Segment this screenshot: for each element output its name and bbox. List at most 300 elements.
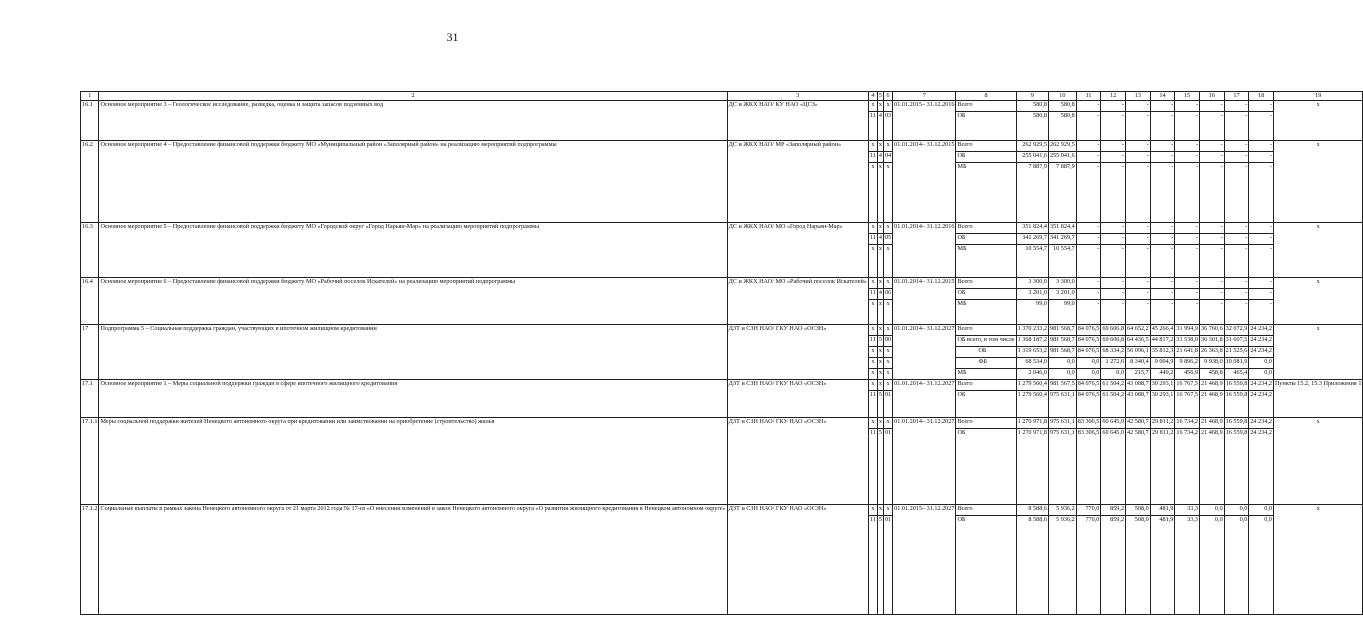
code-c5: 4 (877, 152, 883, 163)
value-cell: 3 300,0 (1048, 278, 1076, 289)
value-cell: 981 567,5 (1048, 380, 1076, 391)
code-c4: 11 (868, 336, 877, 347)
row-responsible: ДЗТ и СЗН НАО/ ГКУ НАО «ОСЗН» (727, 418, 868, 505)
value-cell: 69 606,8 (1101, 325, 1126, 336)
value-cell: 21 641,8 (1175, 347, 1200, 358)
value-cell: 351 824,4 (1016, 223, 1048, 234)
value-cell: - (1200, 152, 1225, 163)
value-cell: - (1200, 245, 1225, 278)
value-cell: - (1101, 278, 1126, 289)
code-c6: х (883, 505, 892, 516)
value-cell: 16 767,5 (1175, 391, 1200, 418)
header-row (81, 92, 1363, 101)
value-cell: 9 896,2 (1175, 358, 1200, 369)
value-cell: 44 817,2 (1150, 336, 1175, 347)
code-c4: х (868, 369, 877, 380)
value-cell: 10 081,9 (1224, 358, 1249, 369)
code-c6: х (883, 369, 892, 380)
value-cell: 262 929,5 (1048, 141, 1076, 152)
value-cell: 1 279 560,4 (1016, 380, 1048, 391)
value-cell: 16 559,8 (1224, 380, 1249, 391)
code-c6: х (883, 223, 892, 234)
value-cell: 16 734,2 (1175, 418, 1200, 429)
row-note: х (1273, 141, 1362, 223)
value-cell: 2 046,0 (1016, 369, 1048, 380)
budget-table (80, 91, 1363, 615)
value-cell: - (1249, 234, 1274, 245)
value-cell: 33,3 (1175, 516, 1200, 615)
value-cell: - (1175, 234, 1200, 245)
value-cell: 3 201,0 (1016, 289, 1048, 300)
value-cell: 24 234,2 (1249, 391, 1274, 418)
funding-source: ОБ (956, 289, 1016, 300)
code-c4: х (868, 223, 877, 234)
column-header-1: 1 (81, 92, 99, 101)
value-cell: 9 004,9 (1150, 358, 1175, 369)
row-number: 17.1.2 (81, 505, 99, 615)
value-cell: - (1200, 163, 1225, 223)
value-cell: 508,0 (1126, 516, 1151, 615)
value-cell: 0,0 (1076, 358, 1101, 369)
value-cell: - (1076, 101, 1101, 112)
row-responsible: ДС и ЖКХ НАО/ МО «Город Нарьян-Мар» (727, 223, 868, 278)
value-cell: - (1076, 163, 1101, 223)
value-cell: - (1101, 234, 1126, 245)
code-c6: 04 (883, 152, 892, 163)
code-c4: 11 (868, 429, 877, 505)
column-header-5: 5 (878, 92, 882, 99)
code-c5: х (877, 141, 883, 152)
value-cell: - (1101, 163, 1126, 223)
code-c5: 5 (877, 429, 883, 505)
value-cell: - (1101, 300, 1126, 325)
value-cell: 580,8 (1016, 101, 1048, 112)
value-cell: 481,9 (1150, 516, 1175, 615)
value-cell: 1 319 653,2 (1016, 347, 1048, 358)
value-cell: - (1150, 245, 1175, 278)
code-c6: х (883, 418, 892, 429)
value-cell: 61 504,2 (1101, 380, 1126, 391)
funding-source: ОБ (956, 391, 1016, 418)
value-cell: - (1076, 141, 1101, 152)
value-cell: - (1224, 112, 1249, 141)
value-cell: 56 096,1 (1126, 347, 1151, 358)
value-cell: - (1175, 152, 1200, 163)
value-cell: 3 300,0 (1016, 278, 1048, 289)
value-cell: 975 631,1 (1048, 391, 1076, 418)
value-cell: 64 652,2 (1126, 325, 1151, 336)
funding-source: ОБ (956, 516, 1016, 615)
value-cell: - (1150, 141, 1175, 152)
row-responsible: ДС и ЖКХ НАО/ МО «Рабочий поселок Искателей» (727, 278, 868, 325)
funding-source: Всего (956, 101, 1016, 112)
row-responsible: ДС и ЖКХ НАО/ КУ НАО «ЦСЗ» (727, 101, 868, 141)
value-cell: - (1126, 141, 1151, 152)
code-c4: х (868, 418, 877, 429)
value-cell: - (1150, 112, 1175, 141)
funding-source: МБ (956, 300, 1016, 325)
value-cell: - (1224, 223, 1249, 234)
funding-source: Всего (956, 141, 1016, 152)
value-cell: 0,0 (1101, 369, 1126, 380)
value-cell: - (1126, 101, 1151, 112)
value-cell: 770,0 (1076, 505, 1101, 516)
value-cell: 30 293,1 (1150, 380, 1175, 391)
value-cell: 8 588,6 (1016, 516, 1048, 615)
table-row (81, 278, 1363, 289)
row-number: 16.4 (81, 278, 99, 325)
row-note: х (1273, 325, 1362, 380)
value-cell: 456,9 (1175, 369, 1200, 380)
row-note: Пункты 15.2, 15.3 Приложения 1 (1273, 380, 1362, 418)
value-cell: 0,0 (1200, 516, 1225, 615)
value-cell: 68 534,0 (1016, 358, 1048, 369)
value-cell: - (1150, 234, 1175, 245)
value-cell: - (1076, 300, 1101, 325)
code-c4: х (868, 278, 877, 289)
funding-source: МБ (956, 245, 1016, 278)
value-cell: 60 645,0 (1101, 429, 1126, 505)
row-responsible: ДЗТ и СЗН НАО/ ГКУ НАО «ОСЗН» (727, 505, 868, 615)
table-row (81, 380, 1363, 391)
value-cell: 10 554,7 (1048, 245, 1076, 278)
value-cell: 981 568,7 (1048, 347, 1076, 358)
value-cell: 0,0 (1076, 369, 1101, 380)
row-name: Основное мероприятие 6 – Предоставление финансовой поддержки бюджету МО «Рабочий поселок Искателей» на реализацию мероприятий подпрограммы (99, 278, 727, 325)
value-cell: 1 370 233,2 (1016, 325, 1048, 336)
value-cell: 981 568,7 (1048, 325, 1076, 336)
column-header-17: 17 (1224, 92, 1249, 101)
value-cell: 45 266,4 (1150, 325, 1175, 336)
code-c6: 06 (883, 289, 892, 300)
value-cell: 481,9 (1150, 505, 1175, 516)
value-cell: 99,0 (1048, 300, 1076, 325)
code-c4: 11 (868, 112, 877, 141)
value-cell: - (1076, 245, 1101, 278)
value-cell: 35 812,3 (1150, 347, 1175, 358)
value-cell: - (1224, 278, 1249, 289)
value-cell: - (1200, 223, 1225, 234)
value-cell: 5 936,2 (1048, 505, 1076, 516)
value-cell: 84 076,5 (1076, 347, 1101, 358)
value-cell: 465,4 (1224, 369, 1249, 380)
value-cell: 859,2 (1101, 516, 1126, 615)
value-cell: 0,0 (1249, 516, 1274, 615)
code-c6: 01 (883, 429, 892, 505)
value-cell: 84 076,5 (1076, 391, 1101, 418)
code-c4: х (868, 380, 877, 391)
code-c5: 4 (877, 289, 883, 300)
value-cell: - (1200, 234, 1225, 245)
funding-source: ОБ (956, 152, 1016, 163)
row-period: 01.01.2014– 31.12.2027 (893, 418, 956, 505)
value-cell: 255 041,6 (1016, 152, 1048, 163)
value-cell: 31 994,9 (1175, 325, 1200, 336)
row-period: 01.01.2014– 31.12.2015 (893, 278, 956, 325)
value-cell: - (1150, 163, 1175, 223)
table-row (81, 141, 1363, 152)
code-c5: 4 (877, 112, 883, 141)
value-cell: 7 887,9 (1016, 163, 1048, 223)
code-c6: х (883, 163, 892, 223)
value-cell: 26 363,8 (1200, 347, 1225, 358)
value-cell: - (1175, 223, 1200, 234)
code-c6: 01 (883, 516, 892, 615)
table-row (81, 101, 1363, 112)
value-cell: 341 269,7 (1016, 234, 1048, 245)
column-header-13: 13 (1126, 92, 1151, 101)
table-row (81, 418, 1363, 429)
value-cell: - (1249, 141, 1274, 152)
value-cell: - (1126, 289, 1151, 300)
value-cell: 0,0 (1249, 369, 1274, 380)
value-cell: - (1249, 245, 1274, 278)
value-cell: 770,0 (1076, 516, 1101, 615)
code-c4: х (868, 325, 877, 336)
code-c4: х (868, 505, 877, 516)
value-cell: - (1150, 278, 1175, 289)
value-cell: - (1249, 300, 1274, 325)
value-cell: 21 468,9 (1200, 418, 1225, 429)
value-cell: 21 468,9 (1200, 391, 1225, 418)
value-cell: - (1126, 300, 1151, 325)
value-cell: 68 334,2 (1101, 347, 1126, 358)
value-cell: - (1175, 289, 1200, 300)
value-cell: - (1101, 152, 1126, 163)
row-period: 01.01.2015– 31.12.2027 (893, 505, 956, 615)
value-cell: - (1126, 112, 1151, 141)
value-cell: 16 559,8 (1224, 391, 1249, 418)
row-note: х (1273, 505, 1362, 615)
code-c5: 5 (877, 336, 883, 347)
funding-source: Всего (956, 380, 1016, 391)
funding-source: Всего (956, 418, 1016, 429)
value-cell: 449,2 (1150, 369, 1175, 380)
code-c5: х (877, 380, 883, 391)
value-cell: 29 811,2 (1150, 429, 1175, 505)
value-cell: 43 088,7 (1126, 380, 1151, 391)
row-number: 16.2 (81, 141, 99, 223)
code-c5: х (877, 300, 883, 325)
value-cell: 24 234,2 (1249, 429, 1274, 505)
row-name: Основное мероприятие 5 – Предоставление финансовой поддержки бюджету МО «Городской округ «Город Нарьян-Мар» на реализацию мероприятий подпрограммы (99, 223, 727, 278)
value-cell: - (1175, 163, 1200, 223)
code-c6: х (883, 325, 892, 336)
value-cell: - (1175, 112, 1200, 141)
funding-source: МБ (956, 369, 1016, 380)
value-cell: - (1126, 163, 1151, 223)
code-c4: 11 (868, 289, 877, 300)
value-cell: 24 234,2 (1249, 347, 1274, 358)
value-cell: 31 607,5 (1224, 336, 1249, 347)
value-cell: 29 811,2 (1150, 418, 1175, 429)
value-cell: 0,0 (1200, 505, 1225, 516)
value-cell: 215,7 (1126, 369, 1151, 380)
row-number: 17.1 (81, 380, 99, 418)
value-cell: - (1150, 289, 1175, 300)
value-cell: 975 631,1 (1048, 429, 1076, 505)
row-period: 01.01.2014– 31.12.2016 (893, 223, 956, 278)
code-c5: 4 (877, 234, 883, 245)
code-c5: х (877, 163, 883, 223)
row-number: 17.1.1 (81, 418, 99, 505)
row-note: х (1273, 223, 1362, 278)
code-c5: х (877, 325, 883, 336)
row-number: 16.1 (81, 101, 99, 141)
column-header-18: 18 (1249, 92, 1274, 101)
code-c6: 01 (883, 391, 892, 418)
value-cell: 60 645,0 (1101, 418, 1126, 429)
funding-source: МБ (956, 163, 1016, 223)
value-cell: 458,8 (1200, 369, 1225, 380)
funding-source: ОБ (956, 429, 1016, 505)
value-cell: 981 568,7 (1048, 336, 1076, 347)
code-c4: х (868, 347, 877, 358)
code-c5: х (877, 245, 883, 278)
value-cell: - (1076, 234, 1101, 245)
column-header-14: 14 (1150, 92, 1175, 101)
column-header-10: 10 (1048, 92, 1076, 101)
code-c4: х (868, 141, 877, 152)
value-cell: 36 760,6 (1200, 325, 1225, 336)
value-cell: 5 936,2 (1048, 516, 1076, 615)
code-c4: 11 (868, 391, 877, 418)
code-c4: х (868, 358, 877, 369)
value-cell: 0,0 (1048, 369, 1076, 380)
value-cell: - (1126, 152, 1151, 163)
value-cell: 32 072,9 (1224, 325, 1249, 336)
column-header-11: 11 (1076, 92, 1101, 101)
value-cell: 43 088,7 (1126, 391, 1151, 418)
code-c6: х (883, 380, 892, 391)
row-note: х (1273, 101, 1362, 141)
value-cell: 16 767,5 (1175, 380, 1200, 391)
value-cell: - (1101, 101, 1126, 112)
value-cell: - (1076, 112, 1101, 141)
value-cell: 69 606,8 (1101, 336, 1126, 347)
value-cell: - (1200, 278, 1225, 289)
column-header-2: 2 (99, 92, 727, 101)
value-cell: 24 234,2 (1249, 418, 1274, 429)
value-cell: 84 076,5 (1076, 336, 1101, 347)
row-name: Основное мероприятие 3 – Геологическое исследование, разведка, оценка и защита запасов подземных вод (99, 101, 727, 141)
code-c4: х (868, 245, 877, 278)
value-cell: 33,3 (1175, 505, 1200, 516)
value-cell: - (1175, 278, 1200, 289)
row-note: х (1273, 418, 1362, 505)
table-row (81, 325, 1363, 336)
funding-source: Всего (956, 223, 1016, 234)
code-c5: 5 (877, 391, 883, 418)
column-header-16: 16 (1200, 92, 1225, 101)
value-cell: - (1076, 152, 1101, 163)
column-header-7: 7 (893, 92, 956, 101)
code-c4: 11 (868, 152, 877, 163)
column-header-12: 12 (1101, 92, 1126, 101)
code-c6: х (883, 300, 892, 325)
code-c5: х (877, 418, 883, 429)
value-cell: - (1249, 163, 1274, 223)
value-cell: - (1076, 223, 1101, 234)
value-cell: 36 301,8 (1200, 336, 1225, 347)
value-cell: 16 559,8 (1224, 429, 1249, 505)
table-row (81, 223, 1363, 234)
value-cell: - (1224, 300, 1249, 325)
value-cell: 1 270 971,8 (1016, 429, 1048, 505)
value-cell: - (1101, 289, 1126, 300)
value-cell: - (1076, 289, 1101, 300)
value-cell: - (1126, 223, 1151, 234)
row-name: Основное мероприятие 4 – Предоставление финансовой поддержки бюджету МО «Муниципальный район «Заполярный район» на реализацию мероприятий подпрограммы (99, 141, 727, 223)
funding-source: Всего (956, 505, 1016, 516)
code-c6: 00 (883, 336, 892, 347)
value-cell: 42 580,7 (1126, 418, 1151, 429)
value-cell: - (1249, 289, 1274, 300)
column-header-3: 3 (727, 92, 868, 101)
value-cell: - (1224, 289, 1249, 300)
funding-source: Всего (956, 325, 1016, 336)
value-cell: - (1224, 163, 1249, 223)
table-row (81, 505, 1363, 516)
value-cell: 1 272,6 (1101, 358, 1126, 369)
code-c5: х (877, 347, 883, 358)
value-cell: - (1224, 101, 1249, 112)
value-cell: - (1126, 234, 1151, 245)
value-cell: 351 824,4 (1048, 223, 1076, 234)
value-cell: - (1224, 141, 1249, 152)
value-cell: - (1200, 300, 1225, 325)
value-cell: 21 468,9 (1200, 380, 1225, 391)
value-cell: 341 269,7 (1048, 234, 1076, 245)
value-cell: 859,2 (1101, 505, 1126, 516)
row-period: 01.01.2015– 31.12.2016 (893, 101, 956, 141)
value-cell: 580,8 (1048, 101, 1076, 112)
value-cell: - (1200, 289, 1225, 300)
value-cell: - (1175, 101, 1200, 112)
value-cell: 8 340,4 (1126, 358, 1151, 369)
code-c5: 5 (877, 516, 883, 615)
value-cell: - (1126, 278, 1151, 289)
value-cell: 580,8 (1016, 112, 1048, 141)
value-cell: 31 538,0 (1175, 336, 1200, 347)
code-c4: 11 (868, 516, 877, 615)
row-responsible: ДЗТ и СЗН НАО/ ГКУ НАО «ОСЗН» (727, 325, 868, 380)
value-cell: - (1249, 152, 1274, 163)
code-c5: х (877, 358, 883, 369)
value-cell: - (1224, 234, 1249, 245)
code-c6: х (883, 358, 892, 369)
value-cell: - (1101, 141, 1126, 152)
value-cell: 84 076,5 (1076, 325, 1101, 336)
value-cell: 16 559,8 (1224, 418, 1249, 429)
code-c4: 11 (868, 234, 877, 245)
value-cell: 3 201,0 (1048, 289, 1076, 300)
code-c5: х (877, 101, 883, 112)
row-name: Основное мероприятие 1 – Меры социальной поддержки граждан в сфере ипотечного жилищного кредитования (99, 380, 727, 418)
code-c6: х (883, 347, 892, 358)
column-header-15: 15 (1175, 92, 1200, 101)
column-header-8: 8 (956, 92, 1016, 101)
row-number: 17 (81, 325, 99, 380)
value-cell: 0,0 (1048, 358, 1076, 369)
value-cell: - (1249, 223, 1274, 234)
row-period: 01.01.2014– 31.12.2027 (893, 325, 956, 380)
value-cell: 1 279 560,4 (1016, 391, 1048, 418)
funding-source: ОБ всего, в том числе (956, 336, 1016, 347)
value-cell: 255 041,6 (1048, 152, 1076, 163)
value-cell: - (1175, 300, 1200, 325)
row-period: 01.01.2014– 31.12.2015 (893, 141, 956, 223)
